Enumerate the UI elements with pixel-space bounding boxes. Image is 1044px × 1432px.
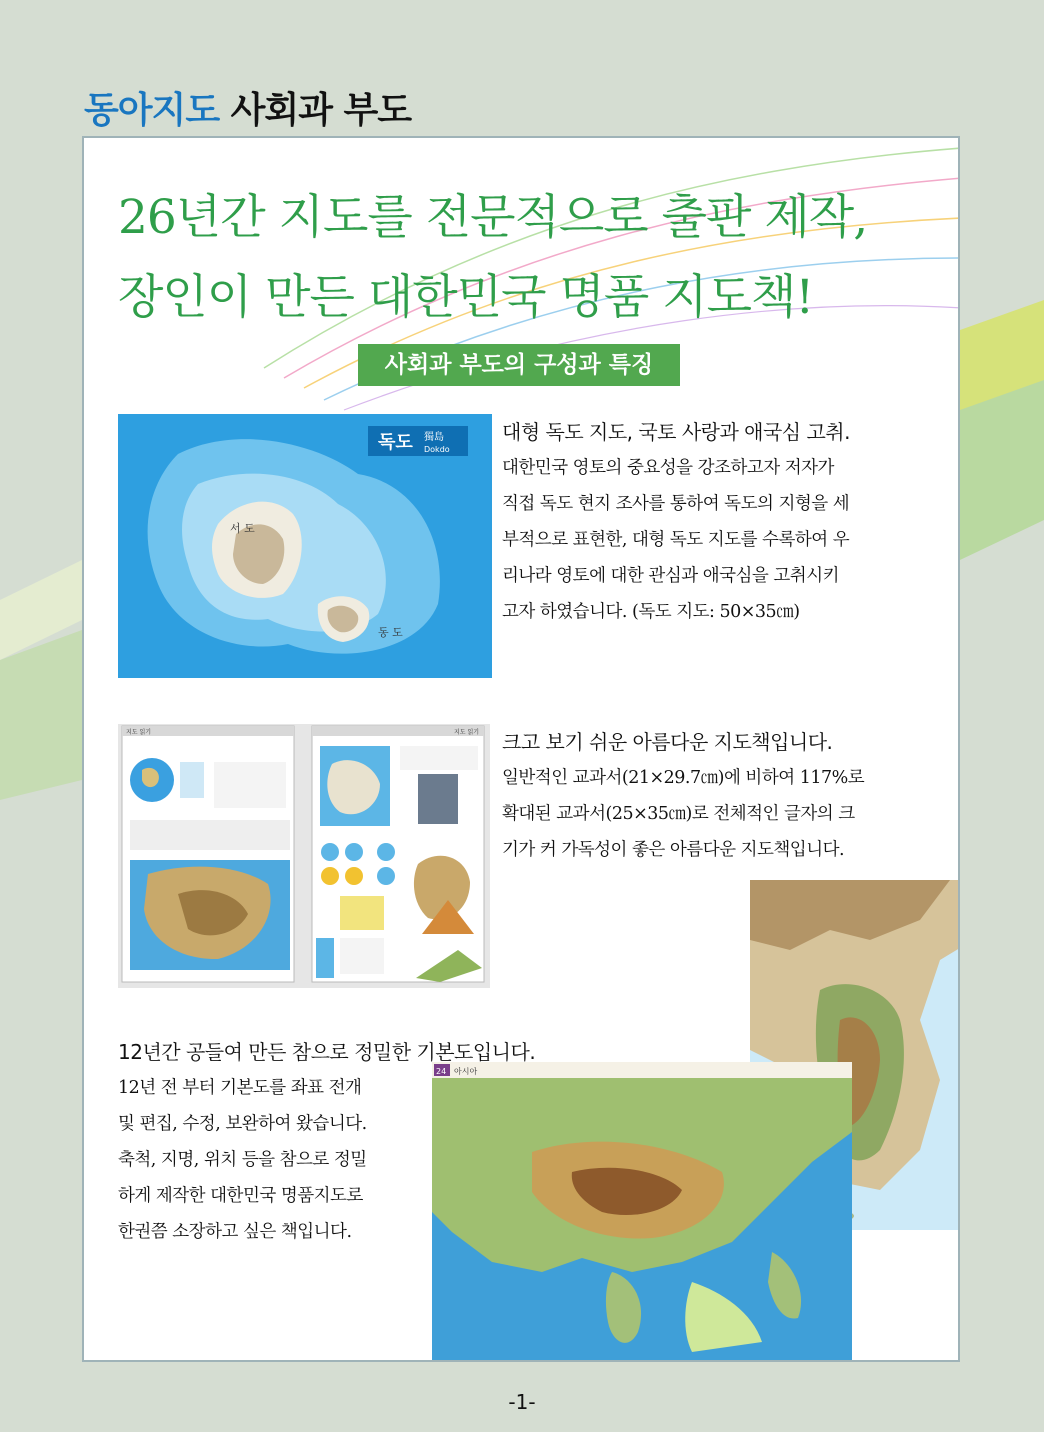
atlas-header-left: 지도 읽기 [126,729,152,736]
feature-1-line-5: 고자 하였습니다. (독도 지도: 50×35㎝) [502,602,800,622]
feature-1-line-4: 리나라 영토에 대한 관심과 애국심을 고취시키 [502,566,840,586]
feature-1-line-2: 직접 독도 현지 조사를 통하여 독도의 지형을 세 [502,494,850,514]
dokdo-map-roman: Dokdo [424,445,450,454]
atlas-spread-image [118,724,490,988]
feature-2-line-2: 확대된 교과서(25×35㎝)로 전체적인 글자의 크 [502,804,855,824]
feature-3-title: 12년간 공들여 만든 참으로 정밀한 기본도입니다. [118,1040,536,1064]
asia-map-page-label: 24 [436,1067,447,1076]
feature-3-line-2: 및 편집, 수정, 보완하여 왔습니다. [118,1114,367,1134]
asia-map-image [432,1062,852,1362]
feature-1-line-3: 부적으로 표현한, 대형 독도 지도를 수록하여 우 [502,530,850,550]
headline-line-2: 장인이 만든 대한민국 명품 지도책! [118,270,814,325]
header-title-accent: 동아지도 [84,90,220,131]
feature-3-line-3: 축척, 지명, 위치 등을 참으로 정밀 [118,1150,367,1170]
feature-3-line-4: 하게 제작한 대한민국 명품지도로 [118,1186,363,1206]
page-number: -1- [508,1390,536,1414]
feature-1-body [502,450,849,630]
headline [118,178,958,338]
dokdo-map-hanja: 獨島 [424,432,444,443]
feature-2-body [502,760,864,868]
feature-1-title: 대형 독도 지도, 국토 사랑과 애국심 고취. [502,420,850,444]
content-panel [82,136,960,1362]
headline-line-1: 26년간 지도를 전문적으로 출판 제작, [118,190,868,245]
header-title-rest: 사회과 부도 [230,90,412,131]
feature-2-line-1: 일반적인 교과서(21×29.7㎝)에 비하여 117%로 [502,768,865,788]
dokdo-map-title: 독도 [378,432,413,453]
feature-3-line-5: 한권쯤 소장하고 싶은 책입니다. [118,1222,352,1242]
atlas-header-right: 지도 읽기 [454,729,480,736]
page-header-title [84,82,411,133]
section-badge: 사회과 부도의 구성과 특징 [358,344,680,386]
feature-3-body [118,1070,367,1250]
feature-3-line-1: 12년 전 부터 기본도를 좌표 전개 [118,1078,362,1098]
feature-2-line-3: 기가 커 가독성이 좋은 아름다운 지도책입니다. [502,840,845,860]
dokdo-map-image [118,414,492,678]
dokdo-map-west-island: 서 도 [230,522,255,535]
feature-2-title: 크고 보기 쉬운 아름다운 지도책입니다. [502,730,833,754]
dokdo-map-east-island: 동 도 [378,626,403,639]
asia-map-title: 아시아 [454,1067,478,1076]
feature-1-line-1: 대한민국 영토의 중요성을 강조하고자 저자가 [502,458,834,478]
